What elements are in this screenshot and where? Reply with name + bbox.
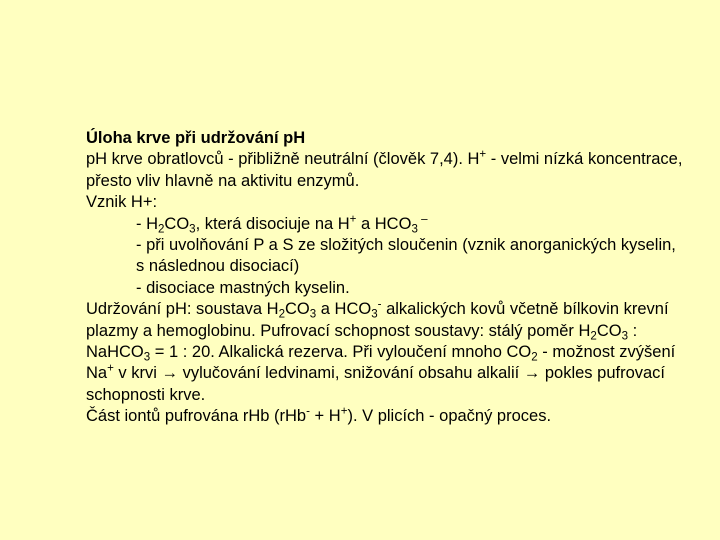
text-run: - H xyxy=(136,214,158,233)
intro-text-cont: - velmi nízká koncentrace, přesto vliv hlavně na aktivitu enzymů. xyxy=(86,150,683,190)
superscript: + xyxy=(349,213,357,226)
intro-paragraph xyxy=(86,149,686,192)
subscript: 2 xyxy=(531,351,538,364)
text-run: : NaHCO xyxy=(86,321,638,362)
superscript: + xyxy=(107,363,114,376)
origin-item-fatty-acids: - disociace mastných kyselin. xyxy=(136,278,350,297)
intro-text: pH krve obratlovců - přibližně neutrální (člověk 7,4). H xyxy=(86,150,480,169)
text-run: - možnost zvýšení Na xyxy=(86,343,676,383)
superscript: - xyxy=(377,298,382,311)
superscript: – xyxy=(417,213,428,226)
text-run: ). V plicích - opačný proces. xyxy=(347,407,552,426)
subscript: 3 xyxy=(189,223,196,236)
subscript: 3 xyxy=(309,308,317,321)
subscript: 3 xyxy=(621,330,629,343)
text-run: CO xyxy=(596,321,622,340)
origin-heading: Vznik H+: xyxy=(86,193,158,212)
text-run: a HCO xyxy=(356,214,412,233)
slide-title: Úloha krve při udržování pH xyxy=(86,129,306,147)
text-run: alkalických kovů včetně bílkovin krevní plazmy a hemoglobinu. Pufrovací schopnost soustavy: stálý poměr H xyxy=(86,300,669,340)
subscript: 2 xyxy=(590,330,597,343)
text-run: = 1 : 20. Alkalická rezerva. Při vyloučení mnoho CO xyxy=(150,343,532,362)
text-run: CO xyxy=(285,300,310,319)
superscript: - xyxy=(306,405,310,418)
superscript: + xyxy=(340,405,348,418)
text-run: + H xyxy=(309,407,341,426)
buffer-paragraph xyxy=(86,406,686,427)
text-run: CO xyxy=(164,214,190,233)
subscript: 2 xyxy=(278,308,286,321)
text-run: , která disociuje na H xyxy=(195,214,350,233)
maintenance-paragraph xyxy=(86,299,686,406)
text-run: v krvi → vylučování ledvinami, snižování obsahu alkalií → pokles pufrovací schopnosti krve. xyxy=(86,364,666,404)
subscript: 2 xyxy=(158,223,165,236)
text-run: a HCO xyxy=(316,300,372,319)
text-run: Část iontů pufrována rHb (rHb xyxy=(86,407,307,426)
origin-item-p-s-release: - při uvolňování P a S ze složitých sloučenin (vznik anorganických kyselin, s následnou disociací) xyxy=(136,236,676,276)
subscript: 3 xyxy=(411,223,418,236)
slide-text-body xyxy=(86,128,686,428)
subscript: 3 xyxy=(371,308,378,321)
h-plus-sup: + xyxy=(479,149,487,162)
origin-item-carbonic-acid xyxy=(86,214,686,235)
subscript: 3 xyxy=(143,351,151,364)
text-run: Udržování pH: soustava H xyxy=(86,300,279,319)
